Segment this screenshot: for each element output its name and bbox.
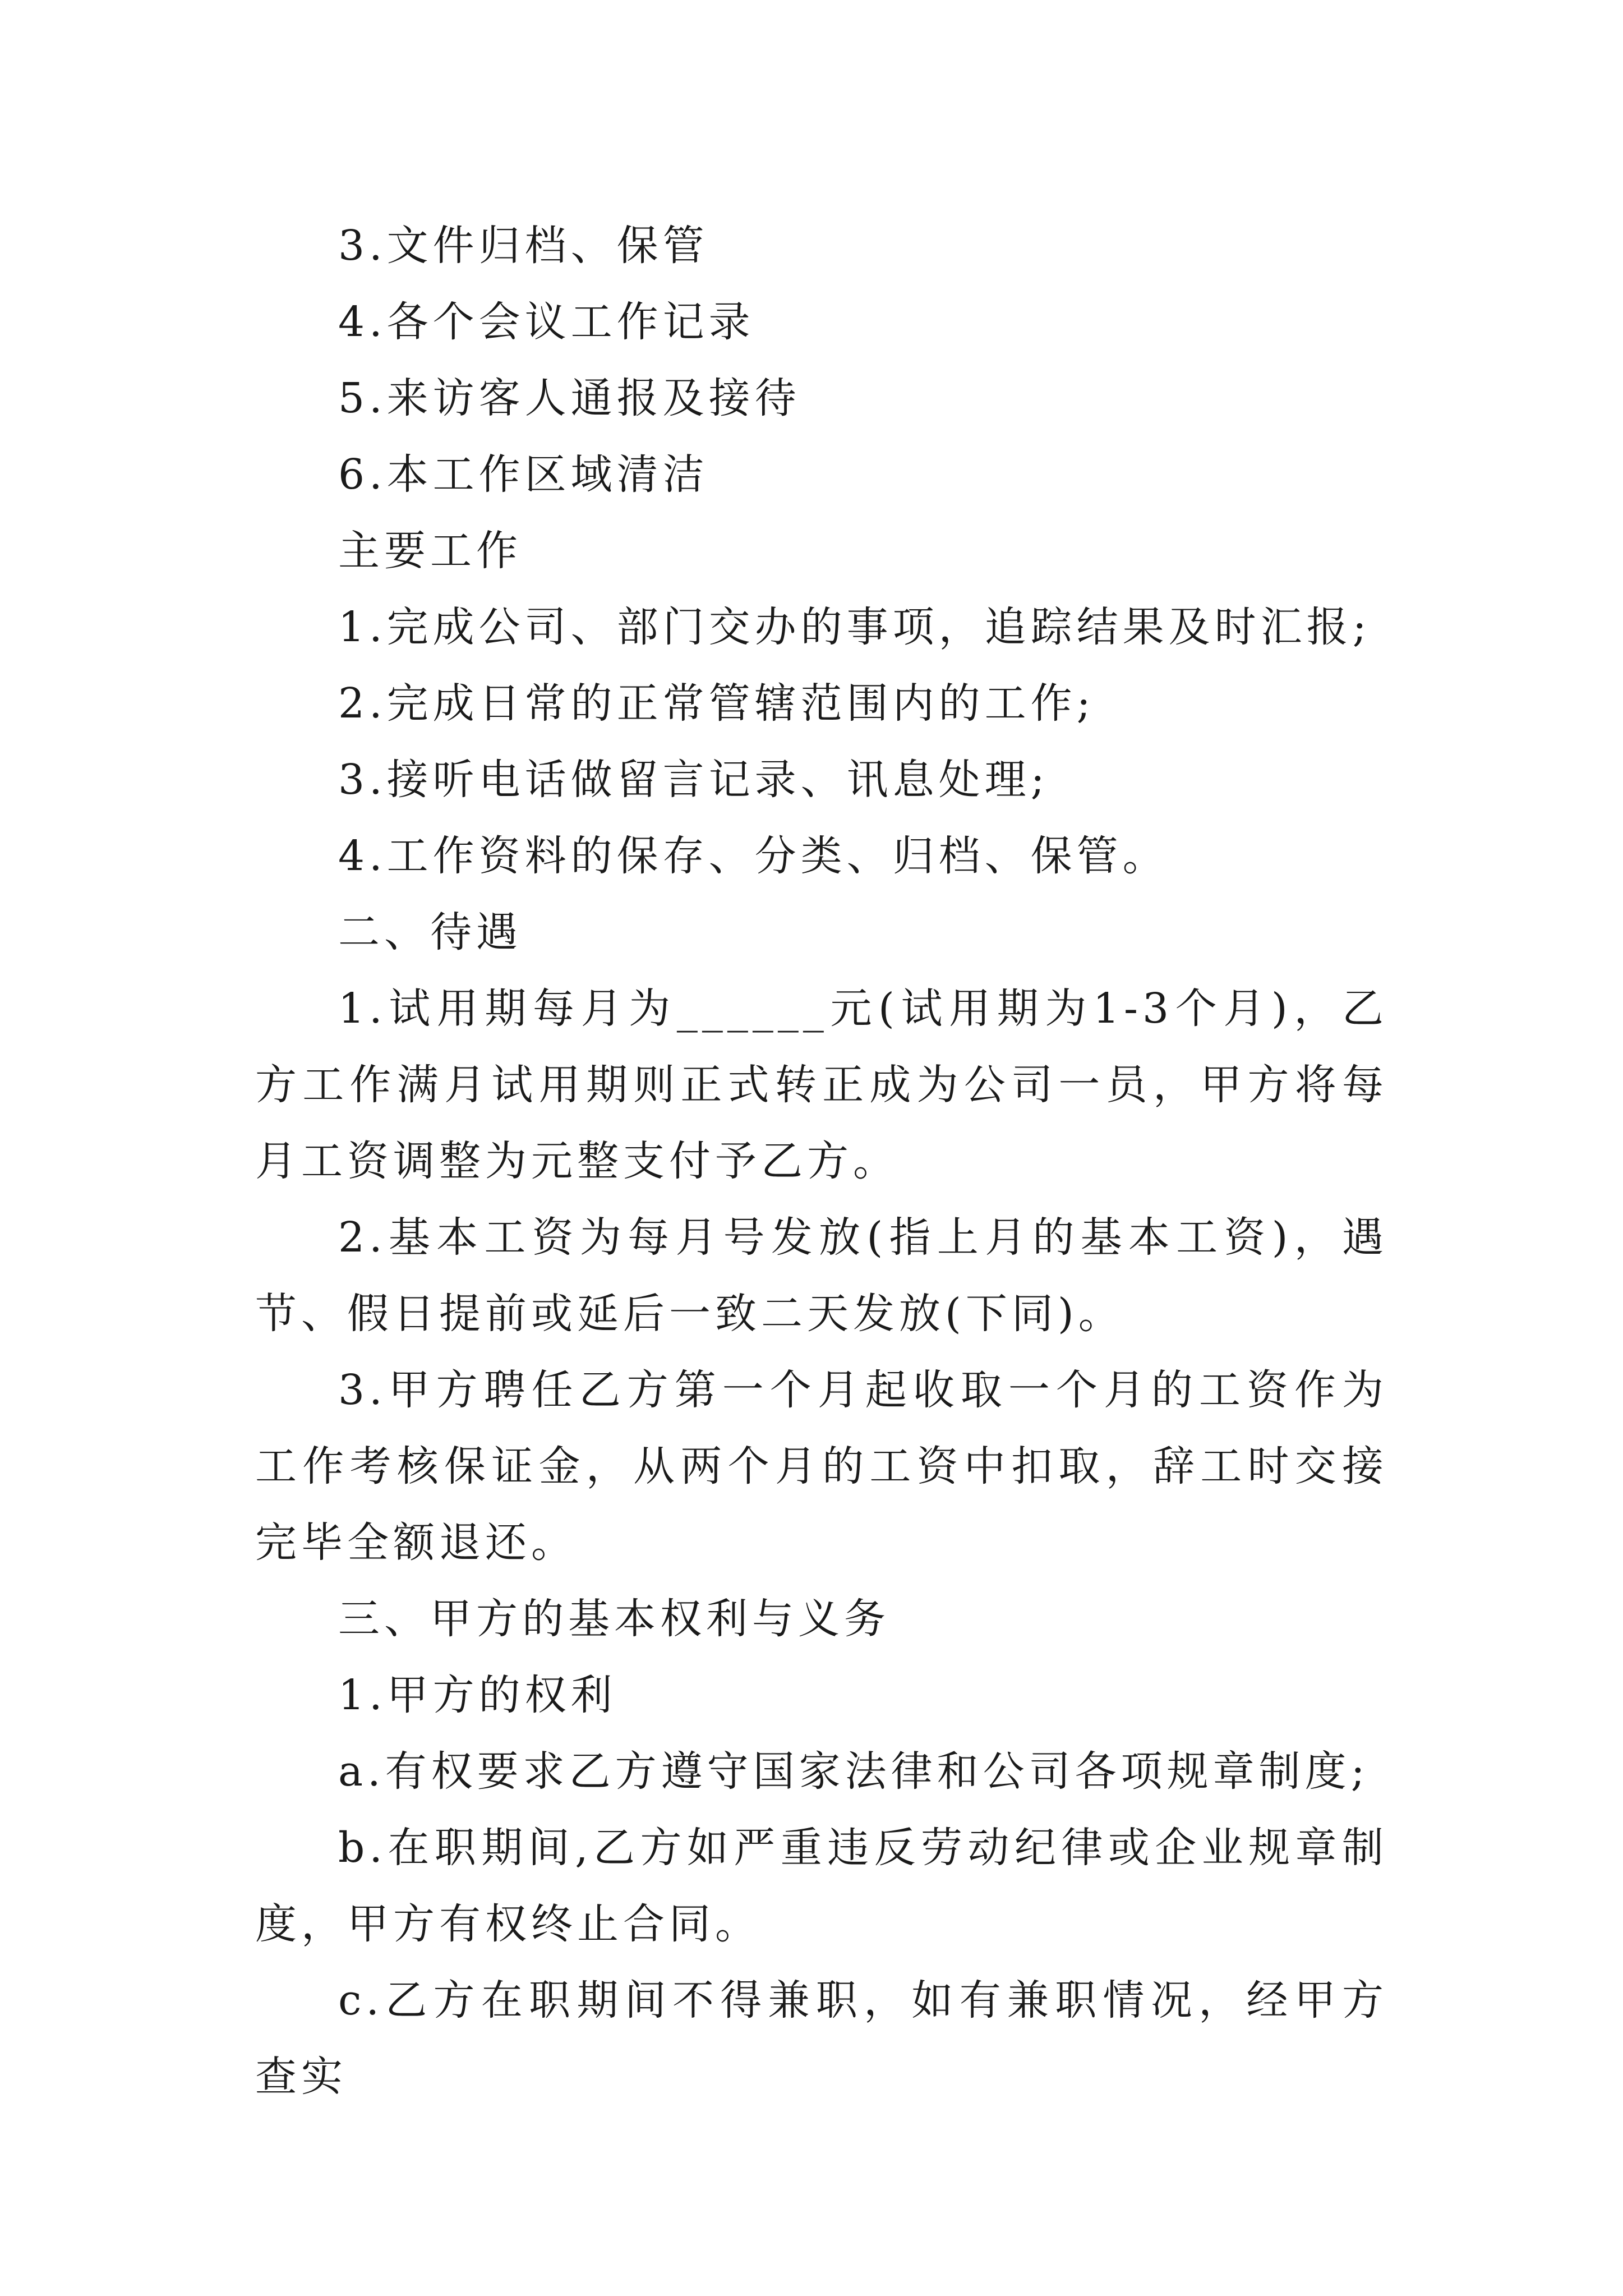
compensation-clause-1: 1.试用期每月为______元(试用期为1-3个月)，乙方工作满月试用期则正式转正成为公司一员，甲方将每月工资调整为元整支付予乙方。 bbox=[255, 984, 1388, 1185]
duty-item-5: 5.来访客人通报及接待 bbox=[338, 374, 801, 422]
compensation-clause-3: 3.甲方聘任乙方第一个月起收取一个月的工资作为工作考核保证金，从两个月的工资中扣取，辞工时交接完毕全额退还。 bbox=[255, 1366, 1388, 1567]
duty-item-3: 3.文件归档、保管 bbox=[338, 222, 709, 270]
main-work-item-2: 2.完成日常的正常管辖范围内的工作; bbox=[338, 679, 1095, 728]
subheading-party-a-rights: 1.甲方的权利 bbox=[338, 1671, 617, 1719]
document-body bbox=[255, 208, 1388, 2115]
rights-item-a: a.有权要求乙方遵守国家法律和公司各项规章制度; bbox=[338, 1747, 1370, 1796]
section-heading-main-work: 主要工作 bbox=[338, 527, 522, 575]
duty-item-6: 6.本工作区域清洁 bbox=[338, 450, 709, 499]
compensation-clause-2: 2.基本工资为每月号发放(指上月的基本工资)，遇节、假日提前或延后一致二天发放(下同)。 bbox=[255, 1213, 1388, 1338]
main-work-item-4: 4.工作资料的保存、分类、归档、保管。 bbox=[338, 832, 1169, 880]
rights-item-b: b.在职期间,乙方如严重违反劳动纪律或企业规章制度，甲方有权终止合同。 bbox=[255, 1824, 1388, 1948]
duty-item-4: 4.各个会议工作记录 bbox=[338, 298, 755, 346]
main-work-item-3: 3.接听电话做留言记录、讯息处理; bbox=[338, 756, 1049, 804]
rights-item-c: c.乙方在职期间不得兼职，如有兼职情况，经甲方查实 bbox=[255, 1976, 1388, 2101]
main-work-item-1: 1.完成公司、部门交办的事项，追踪结果及时汇报; bbox=[338, 603, 1371, 651]
section-heading-compensation: 二、待遇 bbox=[338, 908, 522, 956]
section-heading-party-a: 三、甲方的基本权利与义务 bbox=[338, 1595, 890, 1643]
